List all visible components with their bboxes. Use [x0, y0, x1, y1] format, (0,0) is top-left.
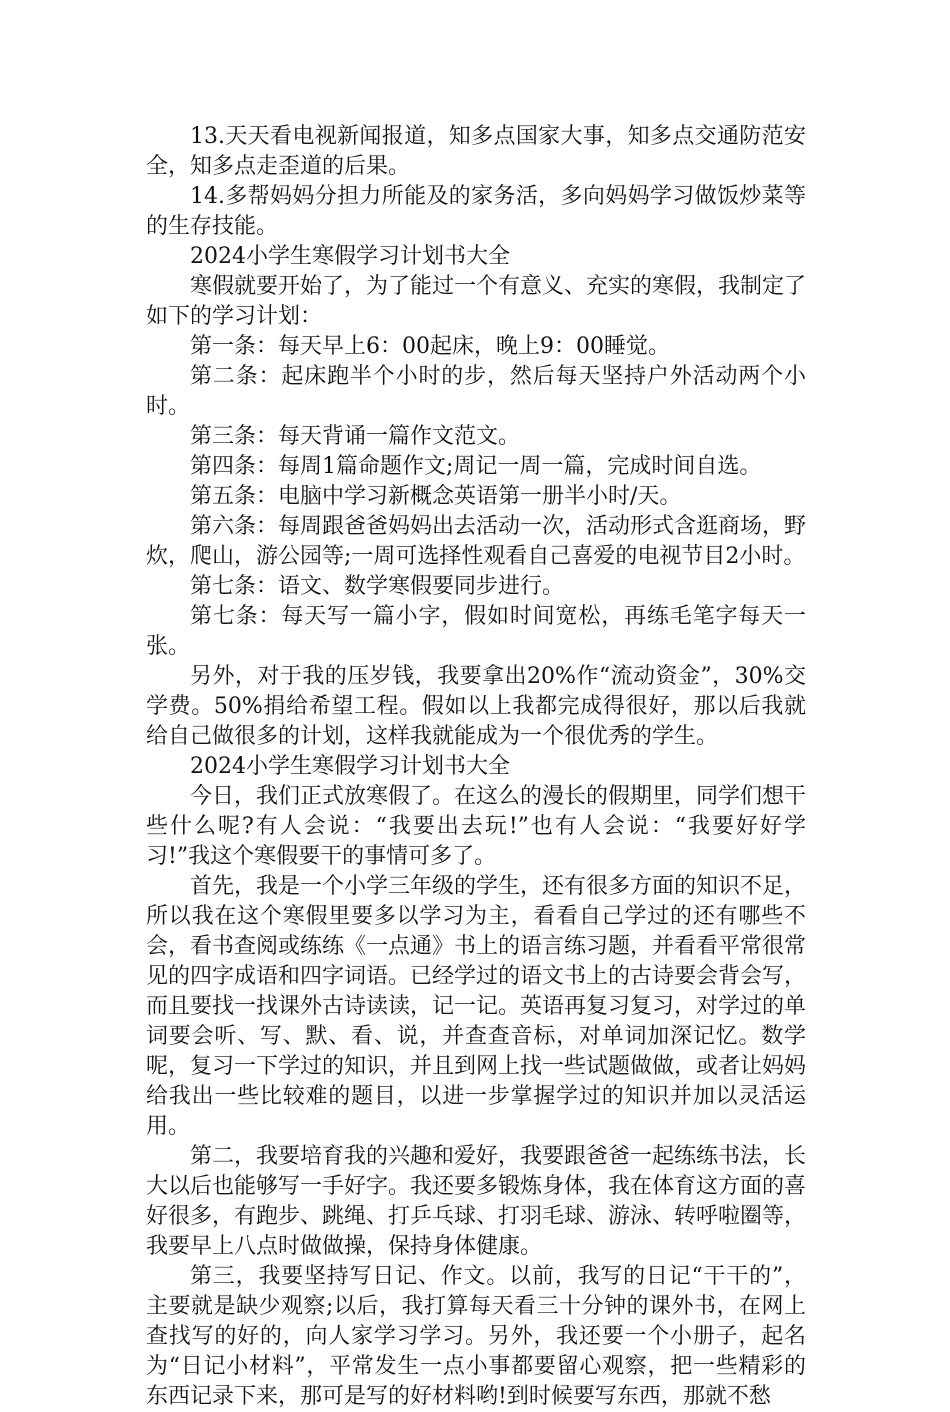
section-heading: 2024小学生寒假学习计划书大全	[190, 754, 510, 779]
document-body	[146, 122, 806, 1412]
section-heading: 2024小学生寒假学习计划书大全	[190, 244, 510, 269]
paragraph: 第七条：每天写一篇小字，假如时间宽松，再练毛笔字每天一张。	[146, 604, 806, 659]
paragraph: 另外，对于我的压岁钱，我要拿出20%作“流动资金”，30%交学费。50%捐给希望工程。假如以上我都完成得很好，那以后我就给自己做很多的计划，这样我就能成为一个很优秀的学生。	[146, 664, 806, 749]
paragraph: 13.天天看电视新闻报道，知多点国家大事，知多点交通防范安全，知多点走歪道的后果。	[146, 124, 806, 179]
paragraph: 第三，我要坚持写日记、作文。以前，我写的日记“干干的”，主要就是缺少观察;以后，我打算每天看三十分钟的课外书，在网上查找写的好的，向人家学习学习。另外，我还要一个小册子，起名为“日记小材料”，平常发生一点小事都要留心观察，把一些精彩的东西记录下来，那可是写的好材料哟!到时候要写东西，那就不愁	[146, 1264, 806, 1409]
paragraph: 第二，我要培育我的兴趣和爱好，我要跟爸爸一起练练书法，长大以后也能够写一手好字。我还要多锻炼身体，我在体育这方面的喜好很多，有跑步、跳绳、打乒乓球、打羽毛球、游泳、转呼啦圈等，我要早上八点时做做操，保持身体健康。	[146, 1144, 807, 1259]
paragraph: 首先，我是一个小学三年级的学生，还有很多方面的知识不足，所以我在这个寒假里要多以学习为主，看看自己学过的还有哪些不会，看书查阅或练练《一点通》书上的语言练习题，并看看平常很常见的四字成语和四字词语。已经学过的语文书上的古诗要会背会写，而且要找一找课外古诗读读，记一记。英语再复习复习，对学过的单词要会听、写、默、看、说，并查查音标，对单词加深记忆。数学呢，复习一下学过的知识，并且到网上找一些试题做做，或者让妈妈给我出一些比较难的题目，以进一步掌握学过的知识并加以灵活运用。	[146, 874, 807, 1139]
paragraph: 14.多帮妈妈分担力所能及的家务活，多向妈妈学习做饭炒菜等的生存技能。	[146, 184, 806, 239]
paragraph: 第六条：每周跟爸爸妈妈出去活动一次，活动形式含逛商场，野炊，爬山，游公园等;一周可选择性观看自己喜爱的电视节目2小时。	[146, 514, 807, 569]
paragraph: 今日，我们正式放寒假了。在这么的漫长的假期里，同学们想干些什么呢?有人会说：“我要出去玩!”也有人会说：“我要好好学习!”我这个寒假要干的事情可多了。	[146, 784, 807, 869]
paragraph: 第一条：每天早上6：00起床，晚上9：00睡觉。	[190, 334, 670, 359]
paragraph: 第二条：起床跑半个小时的步，然后每天坚持户外活动两个小时。	[146, 364, 806, 419]
paragraph: 第四条：每周1篇命题作文;周记一周一篇，完成时间自选。	[190, 454, 762, 479]
paragraph: 第三条：每天背诵一篇作文范文。	[190, 424, 521, 449]
paragraph: 寒假就要开始了，为了能过一个有意义、充实的寒假，我制定了如下的学习计划：	[146, 274, 807, 329]
paragraph: 第七条：语文、数学寒假要同步进行。	[190, 574, 565, 599]
paragraph: 第五条：电脑中学习新概念英语第一册半小时/天。	[190, 484, 682, 509]
